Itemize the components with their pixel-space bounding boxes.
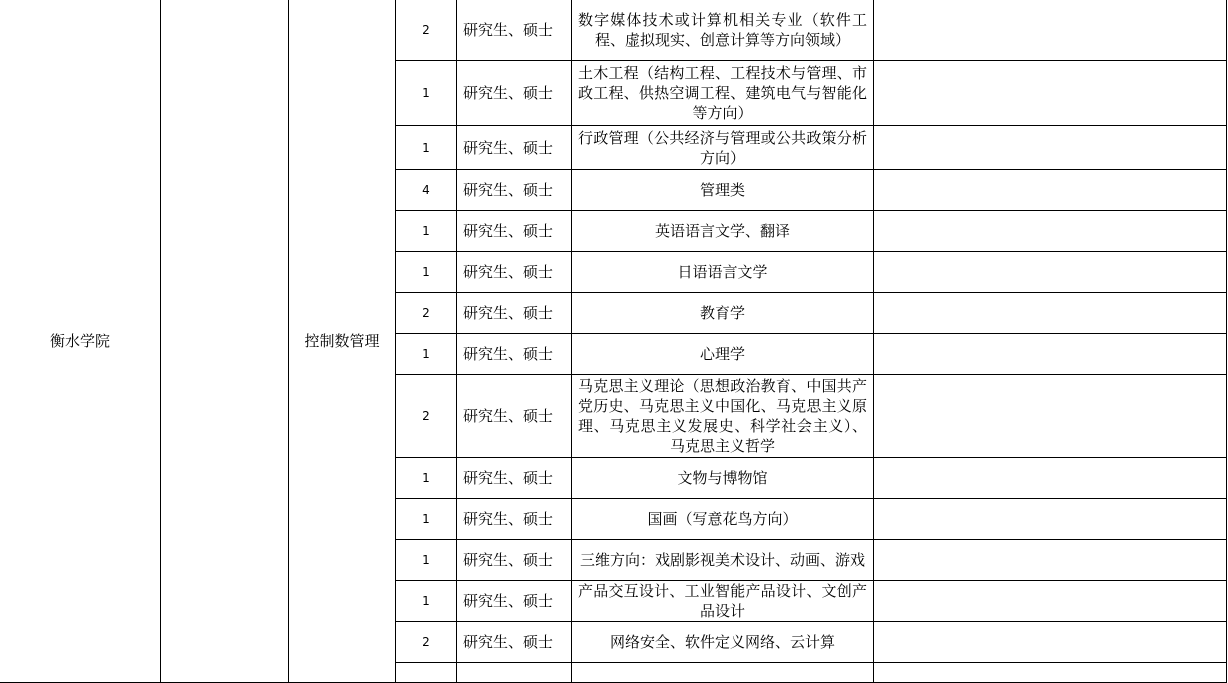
blank-column-cell — [161, 0, 289, 683]
degree-cell: 研究生、硕士 — [457, 458, 572, 499]
count-cell: 2 — [396, 375, 457, 458]
count-cell: 1 — [396, 540, 457, 581]
note-cell — [874, 334, 1227, 375]
major-cell: 行政管理（公共经济与管理或公共政策分析方向） — [572, 126, 874, 170]
note-cell — [874, 170, 1227, 211]
degree-cell: 研究生、硕士 — [457, 375, 572, 458]
note-cell — [874, 499, 1227, 540]
major-cell: 国画（写意花鸟方向） — [572, 499, 874, 540]
count-cell: 2 — [396, 293, 457, 334]
note-cell — [874, 211, 1227, 252]
note-cell — [874, 0, 1227, 61]
major-cell: 马克思主义理论（思想政治教育、中国共产党历史、马克思主义中国化、马克思主义原理、马克思主义发展史、科学社会主义）、马克思主义哲学 — [572, 375, 874, 458]
degree-cell: 研究生、硕士 — [457, 252, 572, 293]
count-cell: 1 — [396, 499, 457, 540]
degree-cell: 研究生、硕士 — [457, 581, 572, 622]
major-cell: 文物与博物馆 — [572, 458, 874, 499]
table-row — [0, 0, 1227, 61]
count-cell: 2 — [396, 622, 457, 663]
count-cell: 1 — [396, 334, 457, 375]
count-cell — [396, 663, 457, 683]
major-cell: 英语语言文学、翻译 — [572, 211, 874, 252]
note-cell — [874, 458, 1227, 499]
major-cell: 数字媒体技术或计算机相关专业（软件工程、虚拟现实、创意计算等方向领域） — [572, 0, 874, 61]
note-cell — [874, 126, 1227, 170]
count-cell: 1 — [396, 126, 457, 170]
note-cell — [874, 293, 1227, 334]
note-cell — [874, 61, 1227, 126]
major-cell — [572, 663, 874, 683]
major-cell: 心理学 — [572, 334, 874, 375]
degree-cell: 研究生、硕士 — [457, 540, 572, 581]
staffing-type-cell: 控制数管理 — [289, 0, 396, 683]
major-cell: 三维方向：戏剧影视美术设计、动画、游戏 — [572, 540, 874, 581]
note-cell — [874, 663, 1227, 683]
degree-cell: 研究生、硕士 — [457, 0, 572, 61]
degree-cell — [457, 663, 572, 683]
count-cell: 1 — [396, 252, 457, 293]
degree-cell: 研究生、硕士 — [457, 126, 572, 170]
degree-cell: 研究生、硕士 — [457, 499, 572, 540]
degree-cell: 研究生、硕士 — [457, 61, 572, 126]
major-cell: 教育学 — [572, 293, 874, 334]
note-cell — [874, 581, 1227, 622]
note-cell — [874, 375, 1227, 458]
degree-cell: 研究生、硕士 — [457, 334, 572, 375]
count-cell: 4 — [396, 170, 457, 211]
degree-cell: 研究生、硕士 — [457, 293, 572, 334]
count-cell: 1 — [396, 61, 457, 126]
note-cell — [874, 540, 1227, 581]
count-cell: 2 — [396, 0, 457, 61]
note-cell — [874, 622, 1227, 663]
degree-cell: 研究生、硕士 — [457, 622, 572, 663]
major-cell: 网络安全、软件定义网络、云计算 — [572, 622, 874, 663]
degree-cell: 研究生、硕士 — [457, 170, 572, 211]
institution-cell: 衡水学院 — [0, 0, 161, 683]
major-cell: 土木工程（结构工程、工程技术与管理、市政工程、供热空调工程、建筑电气与智能化等方向） — [572, 61, 874, 126]
major-cell: 日语语言文学 — [572, 252, 874, 293]
count-cell: 1 — [396, 581, 457, 622]
degree-cell: 研究生、硕士 — [457, 211, 572, 252]
note-cell — [874, 252, 1227, 293]
major-cell: 产品交互设计、工业智能产品设计、文创产品设计 — [572, 581, 874, 622]
count-cell: 1 — [396, 458, 457, 499]
major-cell: 管理类 — [572, 170, 874, 211]
count-cell: 1 — [396, 211, 457, 252]
